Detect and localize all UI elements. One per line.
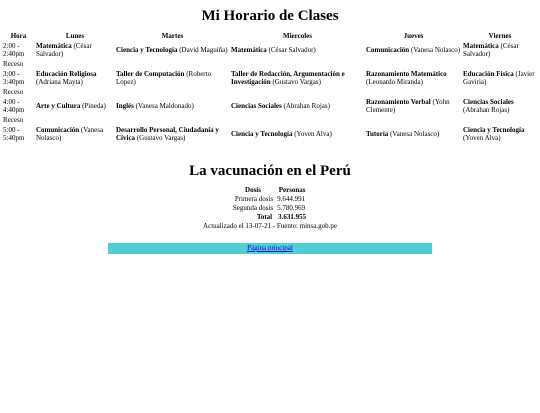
subject: Razonamiento Matemático: [366, 70, 447, 78]
teacher: (Adriana Mayta): [36, 78, 83, 86]
subject: Educación Física: [463, 70, 514, 78]
dose-value: 5.780.969: [277, 204, 306, 212]
teacher: (Leonardo Miranda): [366, 78, 423, 86]
subject: Ciencia y Tecnología: [116, 46, 178, 54]
schedule-row: [2, 97, 538, 115]
teacher: (Gustavo Vargas): [135, 134, 186, 142]
vaccination-caption: Actualizado el 13-07-21 - Fuente: minsa.gob.pe: [203, 222, 337, 230]
time-cell: 5:00 - 5:40pm: [3, 126, 25, 142]
recess-label: Receso: [3, 116, 24, 124]
recess-row: [2, 59, 538, 69]
subject: Matemática: [463, 42, 499, 50]
schedule-row: [2, 41, 538, 59]
class-cell: [365, 41, 462, 59]
schedule-row: [2, 125, 538, 143]
teacher: (Yohn Clemente): [366, 98, 450, 114]
subject: Taller de Computación: [116, 70, 185, 78]
footer-bar: [108, 243, 432, 254]
recess-row: [2, 115, 538, 125]
class-cell: [35, 69, 115, 87]
dose-label: Segunda dosis: [232, 204, 274, 212]
recess-label: Receso: [3, 60, 24, 68]
total-value: 3.631.955: [278, 213, 307, 221]
subject: Desarrollo Personal, Ciudadanía y Cívica: [116, 126, 219, 142]
subject: Arte y Cultura: [36, 102, 81, 110]
subject: Comunicación: [36, 126, 80, 134]
time-cell: 4:00 - 4:40pm: [3, 98, 25, 114]
class-cell: [35, 125, 115, 143]
subject: Razonamiento Verbal: [366, 98, 431, 106]
subject: Tutoría: [366, 130, 389, 138]
teacher: (Abrahan Rojas): [281, 102, 330, 110]
teacher: (Vanesa Nolasco): [409, 46, 461, 54]
subject: Comunicación: [366, 46, 410, 54]
class-cell: [462, 41, 538, 59]
page-title: Mi Horario de Clases: [201, 8, 339, 24]
class-cell: [115, 69, 230, 87]
subject: Ciencias Sociales: [463, 98, 514, 106]
header-personas: Personas: [278, 186, 306, 194]
header-dosis: Dosis: [245, 186, 261, 194]
teacher: (Pineda): [80, 102, 106, 110]
subject: Educación Religiosa: [36, 70, 97, 78]
class-cell: [365, 69, 462, 87]
header-viernes: Viernes: [488, 32, 512, 40]
class-cell: [230, 97, 365, 115]
home-link[interactable]: Página principal: [247, 244, 293, 252]
vaccination-row: [231, 195, 309, 204]
class-cell: [35, 97, 115, 115]
subject: Inglés: [116, 102, 134, 110]
class-cell: [230, 69, 365, 87]
subject: Ciencia y Tecnología: [231, 130, 293, 138]
teacher: (César Salvador): [266, 46, 316, 54]
teacher: (Gustavo Vargas): [270, 78, 321, 86]
teacher: (Vanesa Maldonado): [133, 102, 194, 110]
vaccination-title: La vacunación en el Perú: [189, 163, 351, 179]
class-cell: [115, 41, 230, 59]
class-cell: [230, 125, 365, 143]
class-cell: [462, 97, 538, 115]
teacher: (Yoven Alva): [292, 130, 332, 138]
class-cell: [462, 125, 538, 143]
total-label: Total: [256, 213, 273, 221]
subject: Ciencias Sociales: [231, 102, 282, 110]
header-jueves: Jueves: [403, 32, 424, 40]
teacher: (Javier Gaviria): [463, 70, 535, 86]
class-cell: [365, 125, 462, 143]
time-cell: 3:00 - 3:40pm: [3, 70, 25, 86]
class-cell: [365, 97, 462, 115]
teacher: (Vanesa Nolasco): [388, 130, 440, 138]
header-hora: Hora: [10, 32, 27, 40]
time-cell: 2:00 - 2:40pm: [3, 42, 25, 58]
class-cell: [230, 41, 365, 59]
class-cell: [115, 97, 230, 115]
header-miercoles: Miercoles: [282, 32, 313, 40]
vaccination-header-row: [231, 186, 309, 195]
teacher: (Vanesa Nolasco): [36, 126, 104, 142]
subject: Ciencia y Tecnología: [463, 126, 525, 134]
vaccination-total-row: [231, 213, 309, 222]
recess-row: [2, 87, 538, 97]
teacher: (César Salvador): [463, 42, 519, 58]
schedule-header-row: [2, 31, 538, 41]
recess-label: Receso: [3, 88, 24, 96]
vaccination-table: [231, 186, 309, 222]
dose-value: 9.644.991: [277, 195, 306, 203]
class-cell: [35, 41, 115, 59]
header-lunes: Lunes: [65, 32, 85, 40]
teacher: (Roberto Lopez): [116, 70, 212, 86]
vaccination-row: [231, 204, 309, 213]
teacher: (Yoven Alva): [463, 134, 501, 142]
header-martes: Martes: [161, 32, 184, 40]
schedule-table: [2, 31, 538, 143]
class-cell: [115, 125, 230, 143]
subject: Matemática: [231, 46, 267, 54]
teacher: (David Maguiña): [177, 46, 228, 54]
teacher: (Abrahan Rojas): [463, 106, 510, 114]
subject: Taller de Redacción, Argumentación e Investigación: [231, 70, 345, 86]
schedule-row: [2, 69, 538, 87]
teacher: (César Salvador): [36, 42, 92, 58]
subject: Matemática: [36, 42, 72, 50]
dose-label: Primera dosis: [234, 195, 274, 203]
class-cell: [462, 69, 538, 87]
